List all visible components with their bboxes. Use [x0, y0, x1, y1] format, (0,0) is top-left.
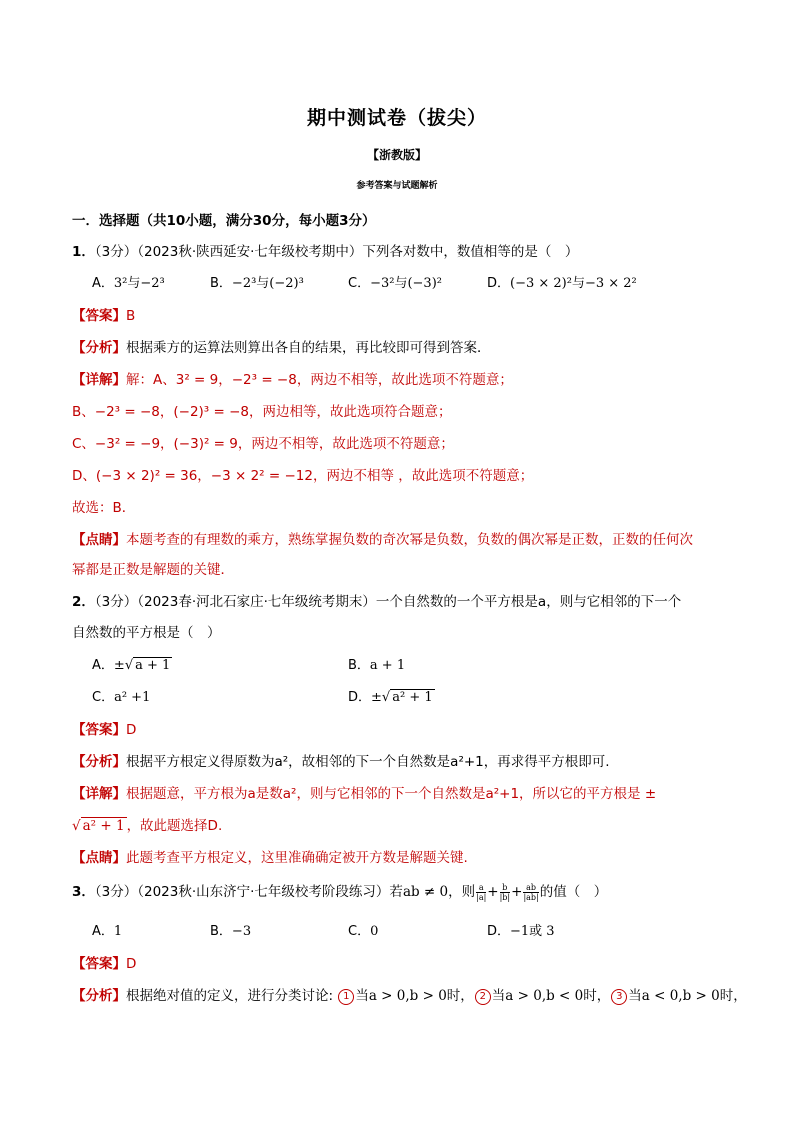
- circled-number-3: 3: [611, 989, 627, 1005]
- subtitle: 参考答案与试题解析: [356, 181, 438, 191]
- q2-option-d: D．±√ a² + 1: [348, 690, 433, 705]
- q1-detail-1: 【详解】解：A、3² = 9，−2³ = −8，两边不相等，故此选项不符题意；: [72, 372, 513, 388]
- fraction-3: $\frac{ab}{|ab|}$: [523, 882, 539, 902]
- q2-detail-2: √ a² + 1 ，故此题选择D.: [72, 818, 223, 834]
- fraction-1: $\frac{a}{|a|}$: [476, 882, 487, 902]
- q2-answer: 【答案】D: [72, 722, 137, 738]
- q3-option-d: D．−1或 3: [487, 924, 555, 939]
- question-1-stem: [72, 240, 578, 260]
- q3-option-b: B．−3: [210, 924, 252, 939]
- q2-option-a: A．±√ a + 1: [92, 658, 171, 673]
- q1-detail-3: C、−3² = −9，(−3)² = 9，两边不相等，故此选项不符题意；: [72, 436, 454, 452]
- question-2-stem-2: 自然数的平方根是（ ）: [72, 625, 221, 641]
- question-number: 1．: [72, 244, 95, 260]
- q1-option-c: C．−3²与(−3)²: [348, 276, 442, 291]
- q2-detail-1: 【详解】根据题意，平方根为a是数a²，则与它相邻的下一个自然数是a²+1，所以它的平方根是 ±: [72, 786, 657, 802]
- fraction-2: $\frac{b}{|b|}$: [499, 882, 511, 902]
- q1-choose: 故选：B．: [72, 500, 136, 516]
- question-3-stem: 3．（3分）（2023秋·山东济宁·七年级校考阶段练习）若ab ≠ 0，则 $\frac{a}{|a|}$ + $\frac{b}{|b|}$ + $\frac{ab}{|ab|}$ 的值（ ）: [72, 882, 608, 902]
- q1-answer: 【答案】B: [72, 308, 136, 324]
- q1-option-b: B．−2³与(−2)³: [210, 276, 304, 291]
- q3-answer: 【答案】D: [72, 956, 137, 972]
- circled-number-2: 2: [475, 989, 491, 1005]
- section-heading: 一．选择题（共10小题，满分30分，每小题3分）: [72, 213, 376, 229]
- question-2-stem-1: 2．（3分）（2023春·河北石家庄·七年级统考期末）一个自然数的一个平方根是a，则与它相邻的下一个: [72, 594, 682, 610]
- question-text: （3分）（2023秋·陕西延安·七年级校考期中）下列各对数中，数值相等的是（ ）: [94, 244, 579, 260]
- q3-option-a: A．1: [92, 924, 123, 939]
- q2-analysis: 【分析】根据平方根定义得原数为a²，故相邻的下一个自然数是a²+1，再求得平方根即可.: [72, 754, 610, 770]
- q1-comment-1: 【点睛】本题考查的有理数的乘方，熟练掌握负数的奇次幂是负数，负数的偶次幂是正数，正数的任何次: [72, 532, 693, 548]
- q2-comment: 【点睛】此题考查平方根定义，这里准确确定被开方数是解题关键.: [72, 850, 468, 866]
- q1-detail-4: D、(−3 × 2)² = 36，−3 × 2² = −12，两边不相等 ，故此选项不符题意；: [72, 468, 534, 484]
- q3-option-c: C．0: [348, 924, 379, 939]
- q1-analysis: 【分析】根据乘方的运算法则算出各自的结果，再比较即可得到答案．: [72, 340, 491, 356]
- q1-option-d: D．(−3 × 2)²与−3 × 2²: [487, 276, 637, 291]
- page-title: 期中测试卷（拔尖）: [306, 107, 487, 129]
- q1-option-a: A．3²与−2³: [92, 276, 165, 291]
- q2-option-b: B．a + 1: [348, 658, 406, 673]
- edition-label: 【浙教版】: [366, 148, 427, 162]
- q2-option-c: C．a² +1: [92, 690, 151, 705]
- q1-detail-2: B、−2³ = −8，(−2)³ = −8，两边相等，故此选项符合题意；: [72, 404, 452, 420]
- q3-analysis: 【分析】根据绝对值的定义，进行分类讨论: 1 当a > 0,b > 0时， 2 当a > 0,b < 0时， 3 当a < 0,b > 0时，: [72, 988, 747, 1004]
- circled-number-1: 1: [338, 989, 354, 1005]
- q1-comment-2: 幂都是正数是解题的关键．: [72, 562, 234, 578]
